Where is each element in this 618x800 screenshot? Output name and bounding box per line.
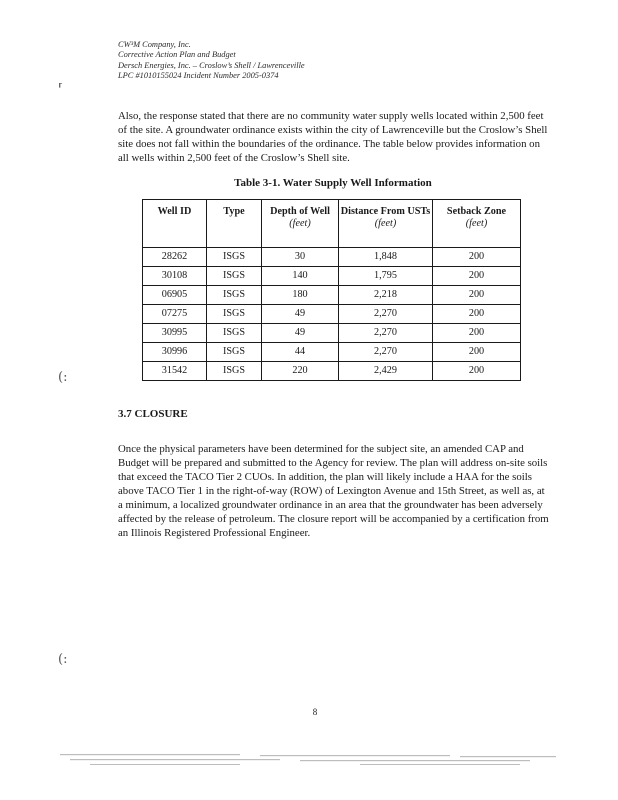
well-info-table <box>142 199 521 381</box>
depth-cell: 220 <box>262 362 339 381</box>
header-line-report: Corrective Action Plan and Budget <box>118 50 236 60</box>
distance-cell: 1,848 <box>339 248 433 267</box>
header-line-incident: LPC #1010155024 Incident Number 2005-0374 <box>118 71 279 81</box>
table-row <box>143 343 521 362</box>
intro-paragraph: Also, the response stated that there are no community water supply wells located within 2,500 feet of the site. A groundwater ordinance exists within the city of Lawrenceville but the Croslow’s Shell site does not fall within the boundaries of the ordinance. The table below provides information on all wells within 2,500 feet of the Croslow’s Shell site. <box>118 110 548 164</box>
depth-cell: 180 <box>262 286 339 305</box>
distance-cell: 1,795 <box>339 267 433 286</box>
header-type: Type <box>207 200 262 248</box>
distance-cell: 2,218 <box>339 286 433 305</box>
table-row <box>143 248 521 267</box>
margin-hole-mark-icon: (: <box>58 370 68 385</box>
table-title: Table 3-1. Water Supply Well Information <box>234 177 432 189</box>
depth-cell: 140 <box>262 267 339 286</box>
header-distance: Distance From USTs (feet) <box>339 200 433 248</box>
well-id-cell: 06905 <box>143 286 207 305</box>
header-well-id: Well ID <box>143 200 207 248</box>
header-setback: Setback Zone (feet) <box>433 200 521 248</box>
setback-cell: 200 <box>433 305 521 324</box>
header-depth: Depth of Well (feet) <box>262 200 339 248</box>
page-number: 8 <box>312 707 318 717</box>
type-cell: ISGS <box>207 324 262 343</box>
type-cell: ISGS <box>207 305 262 324</box>
depth-cell: 44 <box>262 343 339 362</box>
setback-cell: 200 <box>433 248 521 267</box>
well-id-cell: 28262 <box>143 248 207 267</box>
setback-cell: 200 <box>433 343 521 362</box>
table-row <box>143 286 521 305</box>
type-cell: ISGS <box>207 248 262 267</box>
depth-cell: 49 <box>262 324 339 343</box>
closure-paragraph: Once the physical parameters have been determined for the subject site, an amended CAP and Budget will be prepared and submitted to the Agency for review. The plan will address on-site soils that exceed the TACO Tier 2 CUOs. In addition, the plan will likely include a HAA for the soils above TACO Tier 1 in the right-of-way (ROW) of Lexington Avenue and 15th Street, as well as, at a minimum, a localized groundwater ordinance in an area that the groundwater has been adversely affected by the release of petroleum. The closure report will be accompanied by a certification from an Illinois Registered Professional Engineer. <box>118 443 549 539</box>
distance-cell: 2,270 <box>339 343 433 362</box>
distance-cell: 2,270 <box>339 324 433 343</box>
margin-hole-mark-icon: (: <box>58 652 68 667</box>
table-row <box>143 324 521 343</box>
document-header <box>118 40 305 82</box>
well-id-cell: 30996 <box>143 343 207 362</box>
well-id-cell: 30108 <box>143 267 207 286</box>
setback-cell: 200 <box>433 324 521 343</box>
table-header-row <box>143 200 521 248</box>
well-id-cell: 31542 <box>143 362 207 381</box>
distance-cell: 2,429 <box>339 362 433 381</box>
type-cell: ISGS <box>207 343 262 362</box>
margin-hole-mark-icon: ⸢ <box>58 82 64 97</box>
well-id-cell: 30995 <box>143 324 207 343</box>
distance-cell: 2,270 <box>339 305 433 324</box>
setback-cell: 200 <box>433 286 521 305</box>
setback-cell: 200 <box>433 267 521 286</box>
header-line-company: CW³M Company, Inc. <box>118 40 191 49</box>
setback-cell: 200 <box>433 362 521 381</box>
table-row <box>143 362 521 381</box>
depth-cell: 30 <box>262 248 339 267</box>
depth-cell: 49 <box>262 305 339 324</box>
well-id-cell: 07275 <box>143 305 207 324</box>
type-cell: ISGS <box>207 286 262 305</box>
scan-noise-strip <box>60 748 560 770</box>
table-row <box>143 267 521 286</box>
header-line-site: Dersch Energies, Inc. – Croslow’s Shell / Lawrenceville <box>118 60 305 70</box>
type-cell: ISGS <box>207 267 262 286</box>
type-cell: ISGS <box>207 362 262 381</box>
section-heading: 3.7 CLOSURE <box>118 408 188 420</box>
table-row <box>143 305 521 324</box>
